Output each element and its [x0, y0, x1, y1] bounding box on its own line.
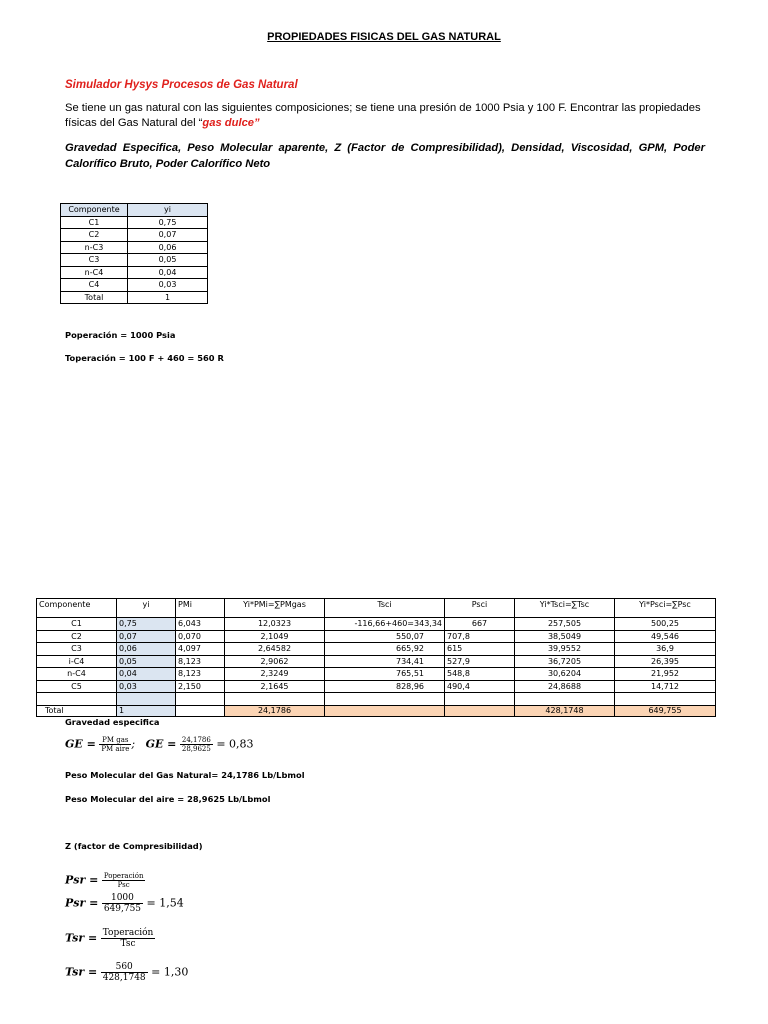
- header-cell: PMi: [176, 599, 225, 618]
- header-cell: yi: [117, 599, 176, 618]
- psr-value-formula: [65, 893, 184, 914]
- toperacion-text: Toperación = 100 F + 460 = 560 R: [65, 353, 224, 363]
- cell: C3: [61, 254, 128, 267]
- header-cell: Yi*PMi=∑PMgas: [225, 599, 325, 618]
- cell: 665,92: [325, 643, 445, 656]
- cell: n-C4: [61, 266, 128, 279]
- ge-num2: 24,1786: [181, 736, 211, 744]
- table-row: [37, 630, 716, 643]
- header-cell: Yi*Tsci=∑Tsc: [515, 599, 615, 618]
- header-cell: Yi*Psci=∑Psc: [615, 599, 716, 618]
- table-row: [37, 693, 716, 706]
- cell: [325, 705, 445, 716]
- psr-lhs: Psr =: [65, 873, 99, 887]
- table-row: [61, 241, 208, 254]
- pm-gas-text: Peso Molecular del Gas Natural= 24,1786 Lb/Lbmol: [65, 770, 305, 780]
- cell: 8,123: [176, 655, 225, 668]
- cell: 1: [117, 705, 176, 716]
- gravedad-label: Gravedad especifica: [65, 717, 160, 727]
- cell: 0,75: [117, 618, 176, 631]
- ge-formula: [65, 736, 254, 753]
- tsr-value-result: = 1,30: [151, 965, 189, 979]
- cell: 2,64582: [225, 643, 325, 656]
- cell: 14,712: [615, 680, 716, 693]
- psr-value-num: 1000: [102, 893, 143, 904]
- table-row: [61, 279, 208, 292]
- cell: 24,1786: [225, 705, 325, 716]
- table-row: [61, 229, 208, 242]
- ge-den1: PM aire: [101, 745, 130, 753]
- cell: 0,03: [117, 680, 176, 693]
- psr-value-den: 649,755: [103, 904, 142, 914]
- z-label: Z (factor de Compresibilidad): [65, 841, 203, 851]
- tsr-lhs: Tsr =: [65, 931, 98, 945]
- table-total-row: [37, 705, 716, 716]
- tsr-den: Tsc: [120, 939, 136, 949]
- cell: C1: [37, 618, 117, 631]
- cell: 649,755: [615, 705, 716, 716]
- psr-num: Poperación: [103, 872, 144, 880]
- header-cell: Tsci: [325, 599, 445, 618]
- table-row: [37, 655, 716, 668]
- cell: 0,75: [128, 216, 208, 229]
- header-cell: Componente: [37, 599, 117, 618]
- pm-aire-text: Peso Molecular del aire = 28,9625 Lb/Lbmol: [65, 794, 271, 804]
- cell: C5: [37, 680, 117, 693]
- table-row: [61, 254, 208, 267]
- cell: C3: [37, 643, 117, 656]
- cell: n-C3: [61, 241, 128, 254]
- psr-value-lhs: Psr =: [65, 896, 99, 910]
- subtitle: Simulador Hysys Procesos de Gas Natural: [65, 79, 298, 91]
- tsr-value-formula: [65, 962, 188, 983]
- table-row: [37, 643, 716, 656]
- cell: 24,8688: [515, 680, 615, 693]
- cell: 0,05: [117, 655, 176, 668]
- composition-table: [60, 203, 208, 304]
- properties-list: Gravedad Especifica, Peso Molecular aparente, Z (Factor de Compresibilidad), Densidad, Viscosidad, GPM, Poder Calorífico Bruto, Poder Calorífico Neto: [65, 142, 705, 170]
- header-cell: Componente: [61, 204, 128, 217]
- cell: 667: [445, 618, 515, 631]
- cell: 21,952: [615, 668, 716, 681]
- cell: 828,96: [325, 680, 445, 693]
- cell: 0,07: [117, 630, 176, 643]
- cell: C1: [61, 216, 128, 229]
- ge-sep: ;: [131, 737, 136, 751]
- cell: 36,9: [615, 643, 716, 656]
- cell: -116,66+460=343,34: [325, 618, 445, 631]
- cell: 49,546: [615, 630, 716, 643]
- cell: 6,043: [176, 618, 225, 631]
- cell: 734,41: [325, 655, 445, 668]
- cell: 2,3249: [225, 668, 325, 681]
- tsr-value-lhs: Tsr =: [65, 965, 98, 979]
- cell: 2,1049: [225, 630, 325, 643]
- cell: i-C4: [37, 655, 117, 668]
- cell: 36,7205: [515, 655, 615, 668]
- cell: 500,25: [615, 618, 716, 631]
- cell: C2: [37, 630, 117, 643]
- cell: 0,05: [128, 254, 208, 267]
- cell: 38,5049: [515, 630, 615, 643]
- cell: 428,1748: [515, 705, 615, 716]
- cell: 1: [128, 291, 208, 304]
- table-header-row: [61, 204, 208, 217]
- cell: 2,150: [176, 680, 225, 693]
- cell: 30,6204: [515, 668, 615, 681]
- cell: 550,07: [325, 630, 445, 643]
- properties-table: [36, 598, 716, 717]
- table-row: [37, 680, 716, 693]
- table-row: [37, 618, 716, 631]
- cell: Total: [37, 705, 117, 716]
- cell: 2,1645: [225, 680, 325, 693]
- ge-lhs: GE =: [65, 737, 96, 751]
- page-title: PROPIEDADES FISICAS DEL GAS NATURAL: [267, 31, 501, 43]
- table-row: [61, 216, 208, 229]
- cell: 490,4: [445, 680, 515, 693]
- cell: 0,07: [128, 229, 208, 242]
- cell: 257,505: [515, 618, 615, 631]
- cell: 0,06: [117, 643, 176, 656]
- intro-highlight: gas dulce”: [202, 117, 260, 129]
- psr-value-result: = 1,54: [146, 896, 184, 910]
- psr-den: Psc: [117, 881, 130, 889]
- cell: C2: [61, 229, 128, 242]
- ge-result: = 0,83: [216, 737, 254, 751]
- header-cell: Psci: [445, 599, 515, 618]
- cell: 8,123: [176, 668, 225, 681]
- cell: 12,0323: [225, 618, 325, 631]
- psr-formula: [65, 872, 145, 889]
- cell: 4,097: [176, 643, 225, 656]
- header-cell: yi: [128, 204, 208, 217]
- cell: n-C4: [37, 668, 117, 681]
- tsr-num: Toperación: [102, 928, 154, 938]
- tsr-value-den: 428,1748: [102, 973, 146, 983]
- ge-lhs2: GE =: [145, 737, 177, 751]
- ge-num1: PM gas: [99, 736, 131, 745]
- cell: 0,06: [128, 241, 208, 254]
- cell: 2,9062: [225, 655, 325, 668]
- table-row: [61, 266, 208, 279]
- table-header-row: [37, 599, 716, 618]
- cell: 39,9552: [515, 643, 615, 656]
- cell: 0,04: [117, 668, 176, 681]
- table-row: [37, 668, 716, 681]
- poperacion-text: Poperación = 1000 Psia: [65, 330, 176, 340]
- cell: 0,070: [176, 630, 225, 643]
- cell: 615: [445, 643, 515, 656]
- cell: 548,8: [445, 668, 515, 681]
- intro-text: Se tiene un gas natural con las siguientes composiciones; se tiene una presión de 1000 Psia y 100 F. Encontrar las propiedades físicas del Gas Natural del “: [65, 102, 701, 129]
- cell: [445, 705, 515, 716]
- cell: 0,03: [128, 279, 208, 292]
- cell: Total: [61, 291, 128, 304]
- tsr-value-num: 560: [101, 962, 148, 973]
- cell: 707,8: [445, 630, 515, 643]
- cell: C4: [61, 279, 128, 292]
- table-row: [61, 291, 208, 304]
- intro-paragraph: [65, 101, 705, 131]
- ge-den2: 28,9625: [181, 745, 211, 753]
- cell: 527,9: [445, 655, 515, 668]
- cell: 26,395: [615, 655, 716, 668]
- cell: [176, 705, 225, 716]
- cell: 0,04: [128, 266, 208, 279]
- tsr-formula: [65, 928, 155, 949]
- cell: 765,51: [325, 668, 445, 681]
